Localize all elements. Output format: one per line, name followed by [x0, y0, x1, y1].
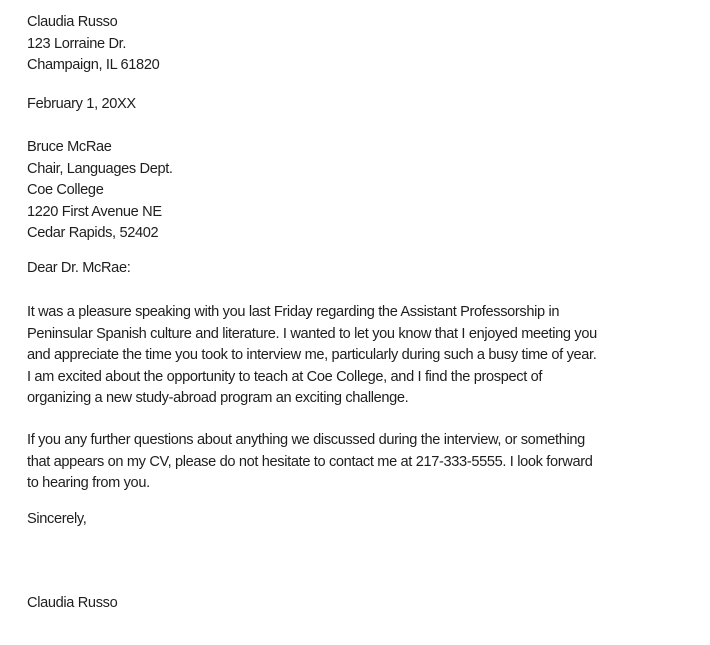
closing [27, 509, 87, 531]
paragraph-line: to hearing from you. [27, 475, 150, 491]
recipient-city: Cedar Rapids, 52402 [27, 225, 159, 241]
paragraph-line: I am excited about the opportunity to teach at Coe College, and I find the prospect of [27, 368, 543, 385]
salutation-text: Dear Dr. McRae: [27, 260, 131, 276]
paragraph-line: organizing a new study-abroad program an exciting challenge. [27, 390, 409, 406]
salutation [27, 258, 130, 280]
paragraph-line: It was a pleasure speaking with you last Friday regarding the Assistant Professorship in [27, 304, 560, 320]
sender-address [27, 12, 159, 77]
body-paragraph-2 [27, 430, 593, 495]
paragraph-line: Peninsular Spanish culture and literature. I wanted to let you know that I enjoyed meeting you [27, 325, 597, 342]
paragraph-line: that appears on my CV, please do not hesitate to contact me at 217-333-5555. I look forward [27, 453, 593, 470]
recipient-title: Chair, Languages Dept. [27, 160, 173, 177]
body-paragraph-1 [27, 302, 597, 410]
sender-city: Champaign, IL 61820 [27, 57, 160, 73]
recipient-name: Bruce McRae [27, 139, 112, 155]
recipient-address [27, 137, 173, 245]
signature [27, 593, 117, 615]
sender-street: 123 Lorraine Dr. [27, 35, 127, 52]
recipient-organization: Coe College [27, 182, 104, 198]
letter-date [27, 94, 136, 116]
closing-text: Sincerely, [27, 511, 87, 527]
recipient-street: 1220 First Avenue NE [27, 203, 162, 220]
signature-name: Claudia Russo [27, 595, 118, 611]
paragraph-line: and appreciate the time you took to interview me, particularly during such a busy time of year. [27, 347, 597, 363]
sender-name: Claudia Russo [27, 14, 118, 30]
date-text: February 1, 20XX [27, 96, 136, 112]
paragraph-line: If you any further questions about anything we discussed during the interview, or something [27, 432, 585, 448]
